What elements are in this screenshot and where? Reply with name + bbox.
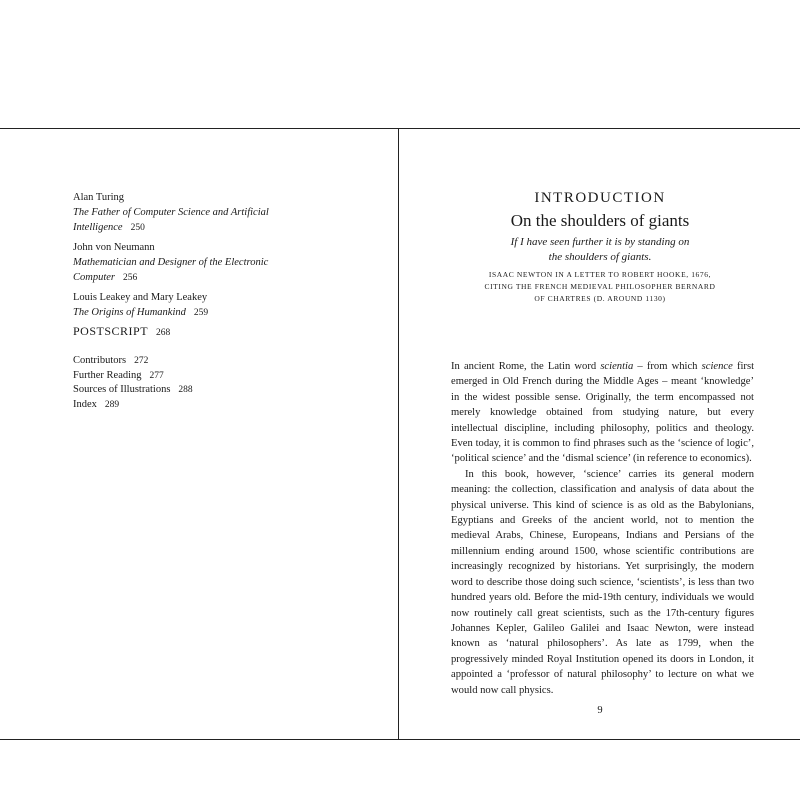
toc-entry-subtitle [73,305,323,321]
toc-entry-turing[interactable] [73,190,323,236]
back-matter-list [73,354,193,412]
toc-entry-name: Louis Leakey and Mary Leakey [73,292,208,303]
italic-term: scientia [600,361,634,372]
back-matter-page-number: 277 [149,370,164,381]
left-page [0,129,399,739]
epigraph [400,235,800,265]
toc-entry-subtitle [73,205,323,236]
italic-term: science [701,361,733,372]
text-run: – from which [633,361,702,372]
toc-page-number: 250 [130,223,145,233]
body-text [451,359,754,698]
right-page [400,129,800,739]
toc-entry-leakey[interactable] [73,290,323,321]
back-matter-contributors[interactable] [73,354,193,369]
text-run: first emerged in Old French during the Middle Ages – meant ‘knowledge’ in the widest possible sense. Originally, the term encompassed not merely knowledge obtained from studying nature, but every intellectual discipline, including philosophy, politics and theology. Even today, it is common to find phrases such as the ‘science of logic’, ‘political science’ and the ‘dismal science’ (in reference to economics). [451,361,755,465]
epigraph-line: If I have seen further it is by standing on [510,236,690,248]
epigraph-line: the shoulders of giants. [548,251,652,263]
epigraph-attribution: ISAAC NEWTON IN A LETTER TO ROBERT HOOKE, 1676, CITING THE FRENCH MEDIEVAL PHILOSOPHER BERNARD OF CHARTRES (D. AROUND 1130) [484,270,716,303]
back-matter-page-number: 288 [178,385,193,395]
toc-subtitle-text: The Origins of Humankind [73,307,186,318]
toc-page-number: 259 [193,308,209,318]
page-number: 9 [597,705,603,716]
chapter-header [400,187,800,305]
toc-page-number: 256 [123,273,138,283]
book-spread [0,128,800,740]
back-matter-label: Sources of Illustrations [73,384,171,395]
chapter-title: On the shoulders of giants [510,211,690,230]
toc-entry-subtitle [73,255,323,286]
section-label: INTRODUCTION [534,190,666,206]
toc-entry-name: John von Neumann [73,242,155,253]
back-matter-further-reading[interactable] [73,369,193,384]
back-matter-index[interactable] [73,398,193,413]
toc-list [73,190,323,325]
toc-subtitle-text: Mathematician and Designer of the Electronic Computer [73,257,269,283]
text-run: In ancient Rome, the Latin word [451,361,601,372]
toc-entry-von-neumann[interactable] [73,240,323,286]
back-matter-page-number: 272 [134,356,149,366]
paragraph [451,359,754,467]
postscript-label: POSTSCRIPT [73,324,149,338]
back-matter-label: Further Reading [73,369,142,381]
toc-postscript[interactable] [73,324,170,339]
back-matter-label: Index [73,398,97,410]
back-matter-page-number: 289 [104,399,120,410]
paragraph: In this book, however, ‘science’ carries its general modern meaning: the collection, classification and analysis of data about the physical universe. This kind of science is as old as the Babylonians, Egyptians and Greeks of the ancient world, not to mention the medieval Arabs, Chinese, Europeans, Indians and Persians of the millennium ending around 1500, whose scientific contributions are increasingly recognized by historians. Yet surprisingly, the modern word to describe those doing such science, ‘scientists’, is less than two hundred years old. Before the mid-19th century, individuals we would now routinely call great scientists, such as the 17th-century figures Johannes Kepler, Galileo Galilei and Isaac Newton, were instead known as ‘natural philosophers’. As late as 1799, when the progressively minded Royal Institution opened its doors in London, it appointed a ‘professor of natural philosophy’ to lecture on what we would now call physics. [451,468,754,696]
back-matter-label: Contributors [73,355,127,366]
toc-entry-name: Alan Turing [73,192,125,203]
toc-subtitle-text: The Father of Computer Science and Artificial Intelligence [73,207,269,233]
postscript-page-number: 268 [156,328,171,338]
back-matter-sources[interactable] [73,383,193,398]
